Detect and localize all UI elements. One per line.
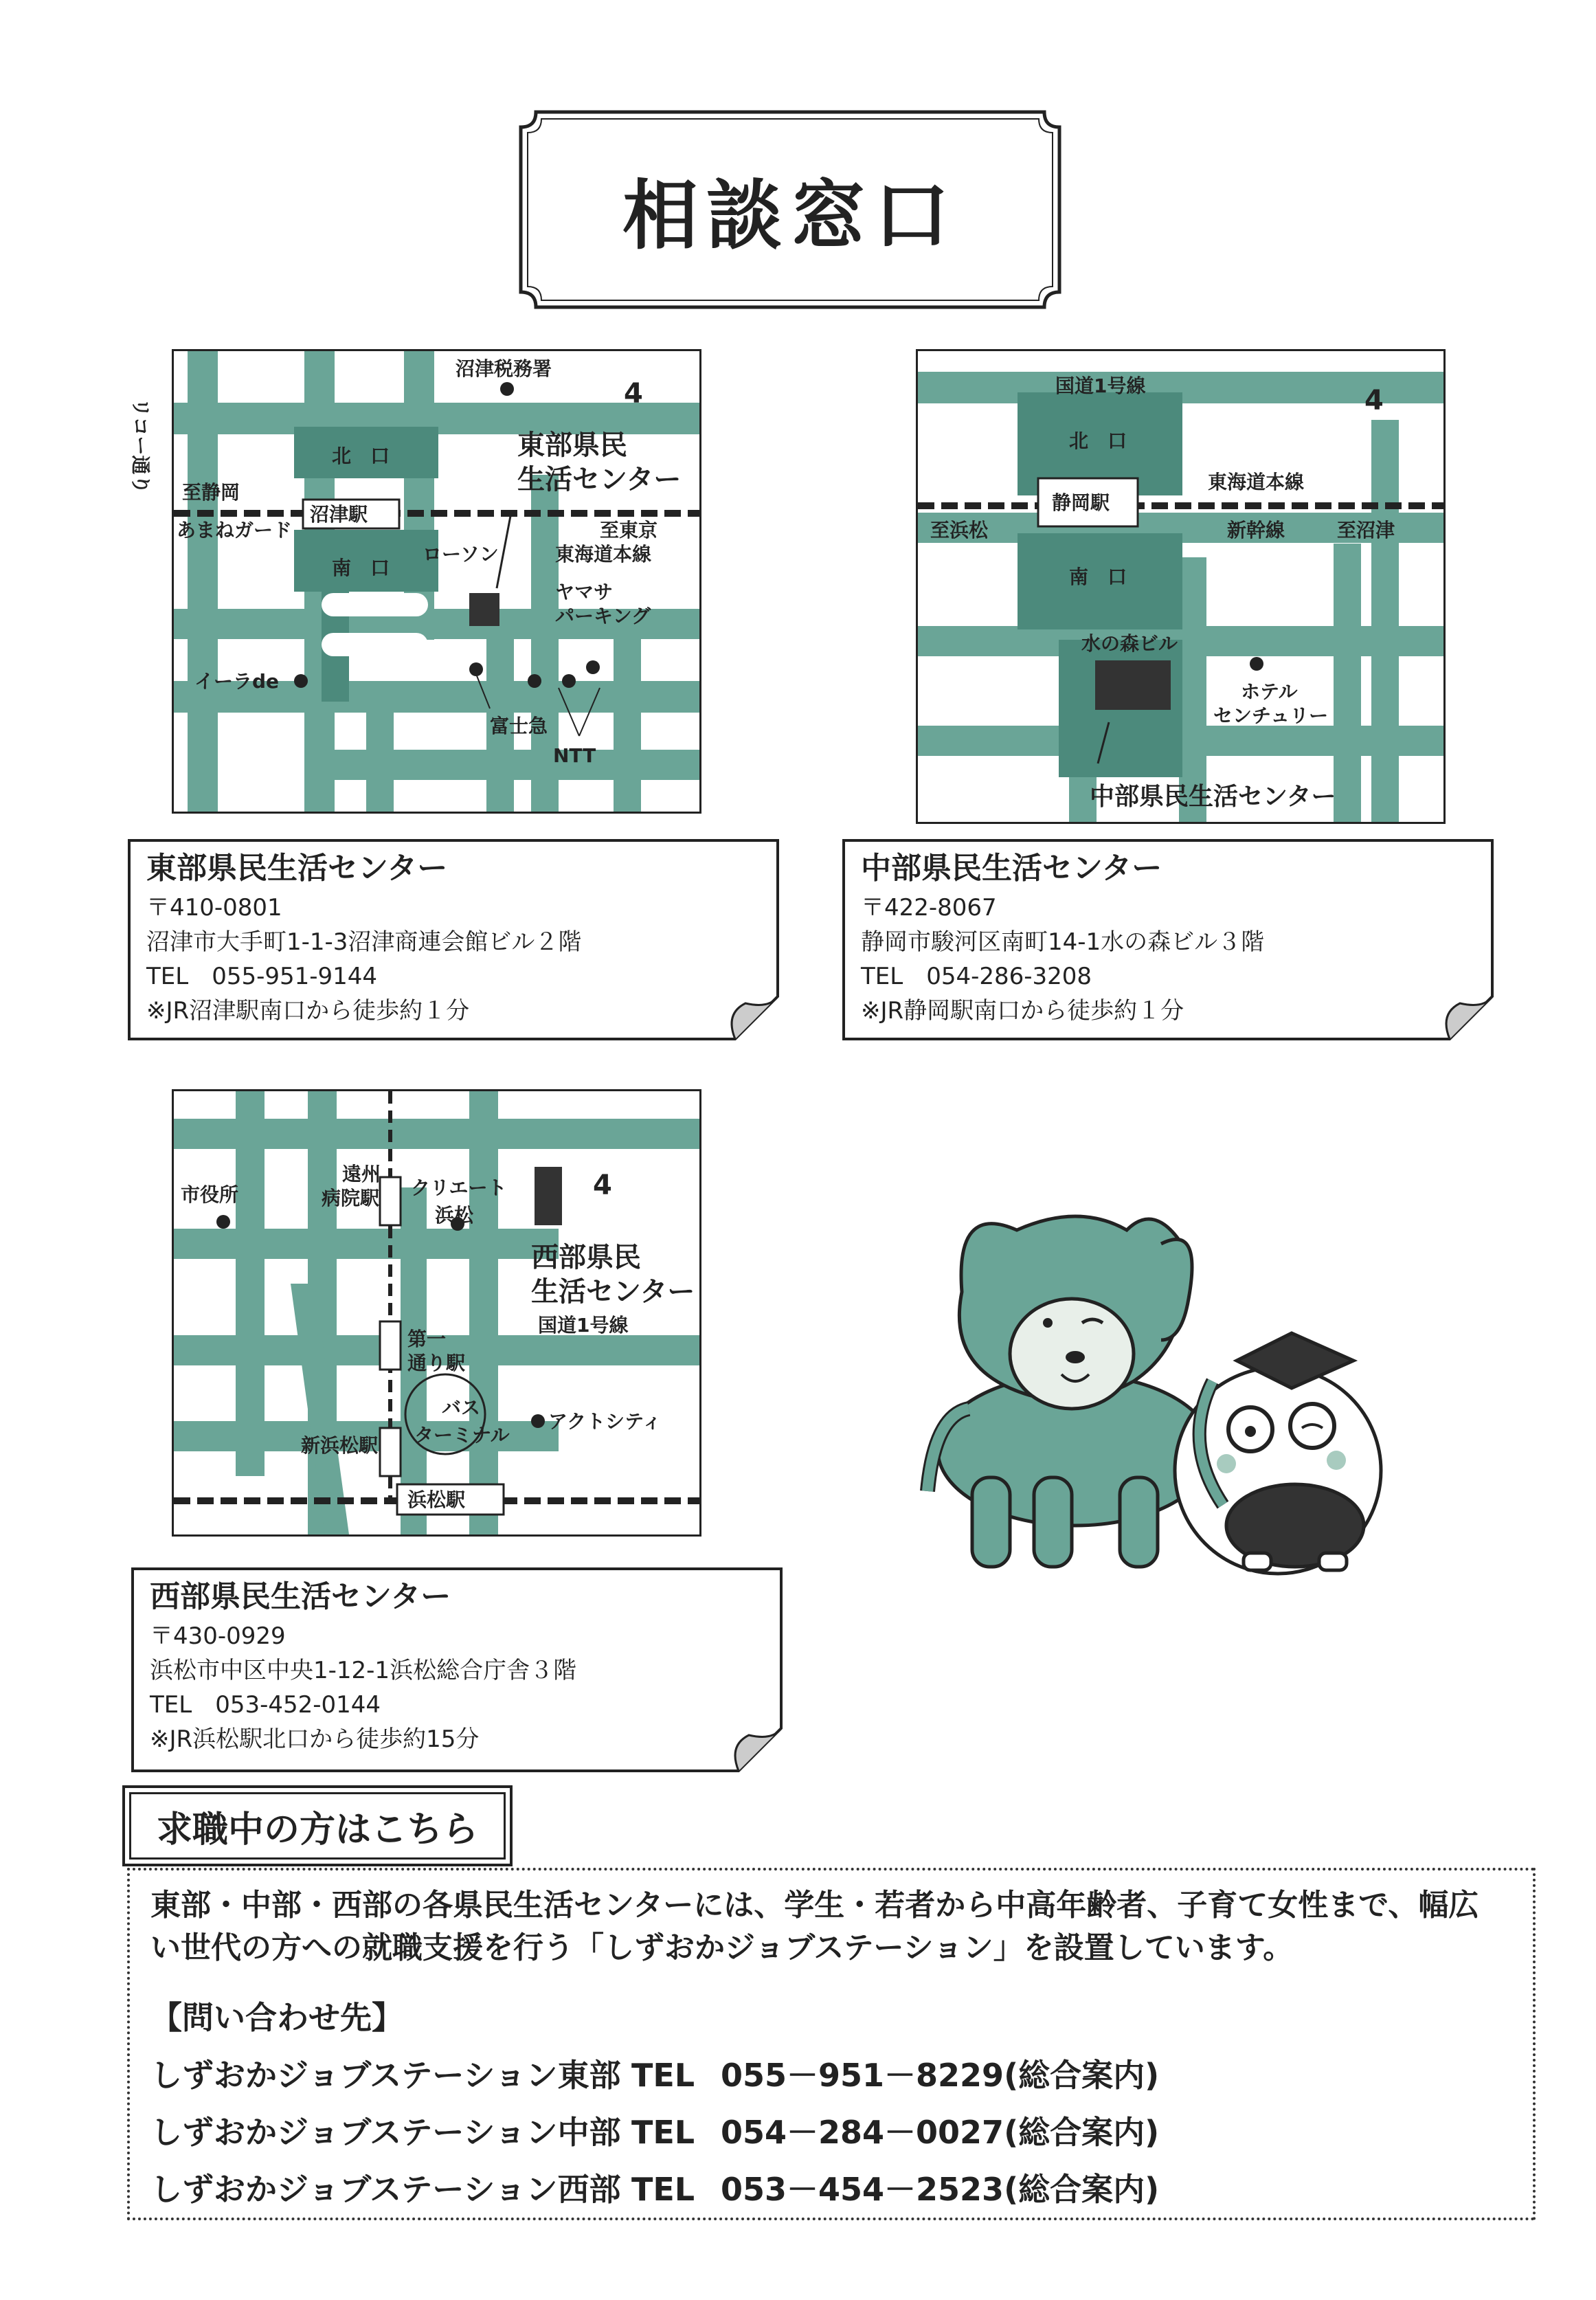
map-central-compass: 4 — [1364, 385, 1384, 416]
map-west-enshu-1: 遠州 — [342, 1163, 381, 1185]
map-central-station: 静岡駅 — [1052, 491, 1110, 514]
job-contact-name: しずおかジョブステーション中部 — [150, 2114, 621, 2151]
card-west-postal: 〒430-0929 — [150, 1622, 286, 1650]
mascots-on-phone-icon — [907, 1203, 1422, 1574]
map-central-north-exit: 北 口 — [1069, 429, 1127, 452]
map-east-center-2: 生活センター — [517, 464, 682, 495]
map-east-amane: あまねガード — [177, 519, 293, 541]
map-east-yamasa-2: パーキング — [555, 605, 651, 627]
card-east-postal: 〒410-0801 — [146, 894, 282, 922]
card-east-access: ※JR沼津駅南口から徒歩約１分 — [146, 997, 470, 1025]
title-frame — [515, 107, 1065, 313]
card-central-address: 静岡市駿河区南町14-1水の森ビル３階 — [861, 928, 1265, 956]
job-contact-tel-label: TEL — [631, 2114, 695, 2151]
map-east-fujikyu: 富士急 — [490, 715, 548, 737]
map-west-route1: 国道1号線 — [538, 1314, 629, 1337]
map-central-tokaido: 東海道本線 — [1208, 471, 1305, 493]
map-central-shinkansen: 新幹線 — [1227, 519, 1285, 541]
map-east-tax-office: 沼津税務署 — [456, 357, 552, 380]
map-east-yamasa-1: ヤマサ — [555, 581, 614, 603]
map-west-daiichi-1: 第一 — [407, 1328, 447, 1350]
job-contact-name: しずおかジョブステーション東部 — [150, 2057, 621, 2094]
map-east-lawson: ローソン — [423, 543, 499, 566]
job-contact-name: しずおかジョブステーション西部 — [150, 2171, 621, 2208]
map-west-city-hall: 市役所 — [181, 1183, 239, 1206]
map-east-center-1: 東部県民 — [517, 429, 627, 461]
card-east-name: 東部県民生活センター — [146, 851, 448, 886]
map-west-hamamatsu-station: 浜松駅 — [407, 1488, 466, 1511]
map-east-ntt: NTT — [553, 744, 596, 767]
job-contact-tel-label: TEL — [631, 2171, 695, 2208]
map-central-to-hamamatsu: 至浜松 — [930, 519, 989, 541]
map-east-south-exit: 南 口 — [332, 557, 390, 579]
map-west-shin-hamamatsu: 新浜松駅 — [301, 1434, 379, 1457]
map-west-act-city: アクトシティ — [548, 1410, 662, 1433]
map-east-to-shizuoka: 至静岡 — [182, 481, 240, 504]
map-central — [916, 349, 1446, 824]
job-contact-note: (総合案内) — [1004, 2057, 1160, 2094]
card-central-tel: TEL 054-286-3208 — [861, 963, 1092, 990]
job-contact-east — [150, 2051, 1159, 2096]
card-central-name: 中部県民生活センター — [861, 851, 1162, 886]
card-east-address: 沼津市大手町1-1-3沼津商連会館ビル２階 — [146, 928, 582, 956]
card-central-access: ※JR静岡駅南口から徒歩約１分 — [861, 997, 1184, 1025]
mascot-illustration — [907, 1203, 1422, 1574]
map-west-enshu-2: 病院駅 — [322, 1187, 380, 1209]
map-east — [129, 349, 701, 814]
card-west — [131, 1567, 783, 1773]
map-central-center-name: 中部県民生活センター — [1090, 783, 1336, 811]
map-east-ira: イーラde — [194, 670, 280, 693]
map-central-to-numazu: 至沼津 — [1337, 519, 1395, 541]
card-west-tel: TEL 053-452-0144 — [150, 1691, 381, 1719]
map-west-daiichi-2: 通り駅 — [407, 1352, 466, 1374]
map-central-south-exit: 南 口 — [1069, 566, 1127, 588]
page-title: 相談窓口 — [622, 172, 958, 260]
map-east-north-exit: 北 口 — [332, 445, 390, 467]
map-central-hotel-1: ホテル — [1241, 680, 1298, 703]
job-description-1: 東部・中部・西部の各県民生活センターには、学生・若者から中高年齢者、子育て女性まで、幅広 — [150, 1888, 1479, 1923]
map-east-station: 沼津駅 — [310, 503, 368, 526]
job-contact-central — [150, 2108, 1159, 2153]
job-contact-west — [150, 2165, 1159, 2210]
card-west-address: 浜松市中区中央1-12-1浜松総合庁舎３階 — [150, 1657, 577, 1684]
map-central-hotel-2: センチュリー — [1213, 704, 1329, 727]
job-contact-number: 053－454－2523 — [721, 2171, 1004, 2208]
job-contact-number: 055－951－8229 — [721, 2057, 1004, 2094]
map-east-riko: リコー通り — [129, 398, 152, 494]
map-west-bus-1: バス — [442, 1396, 481, 1419]
job-section-header: 求職中の方はこちら — [122, 1785, 513, 1866]
map-west-roads — [174, 1091, 699, 1534]
job-contact-note: (総合案内) — [1004, 2171, 1160, 2208]
job-contact-note: (総合案内) — [1004, 2114, 1160, 2151]
map-west-create-2: 浜松 — [435, 1204, 474, 1227]
map-central-route1: 国道1号線 — [1055, 375, 1146, 397]
card-west-access: ※JR浜松駅北口から徒歩約15分 — [150, 1726, 480, 1753]
card-central — [842, 838, 1494, 1041]
map-east-to-tokyo: 至東京 — [600, 519, 658, 541]
job-contact-header: 【問い合わせ先】 — [150, 1999, 403, 2036]
job-description-2: い世代の方への就職支援を行う「しずおかジョブステーション」を設置しています。 — [150, 1930, 1294, 1965]
job-info-box — [127, 1868, 1536, 2220]
map-east-compass: 4 — [624, 378, 643, 410]
card-east — [127, 838, 780, 1041]
map-east-tokaido: 東海道本線 — [555, 543, 652, 566]
map-west — [172, 1089, 701, 1537]
job-contact-tel-label: TEL — [631, 2057, 695, 2094]
card-west-name: 西部県民生活センター — [150, 1579, 451, 1614]
job-contact-number: 054－284－0027 — [721, 2114, 1004, 2151]
map-west-create-1: クリエート — [411, 1176, 507, 1199]
map-west-compass: 4 — [593, 1170, 612, 1201]
map-west-bus-2: ターミナル — [414, 1424, 510, 1447]
map-west-center-1: 西部県民 — [531, 1242, 641, 1273]
card-central-postal: 〒422-8067 — [861, 894, 997, 922]
map-west-center-2: 生活センター — [531, 1276, 695, 1308]
map-central-mizunomori: 水の森ビル — [1081, 632, 1178, 655]
card-east-tel: TEL 055-951-9144 — [146, 963, 378, 990]
